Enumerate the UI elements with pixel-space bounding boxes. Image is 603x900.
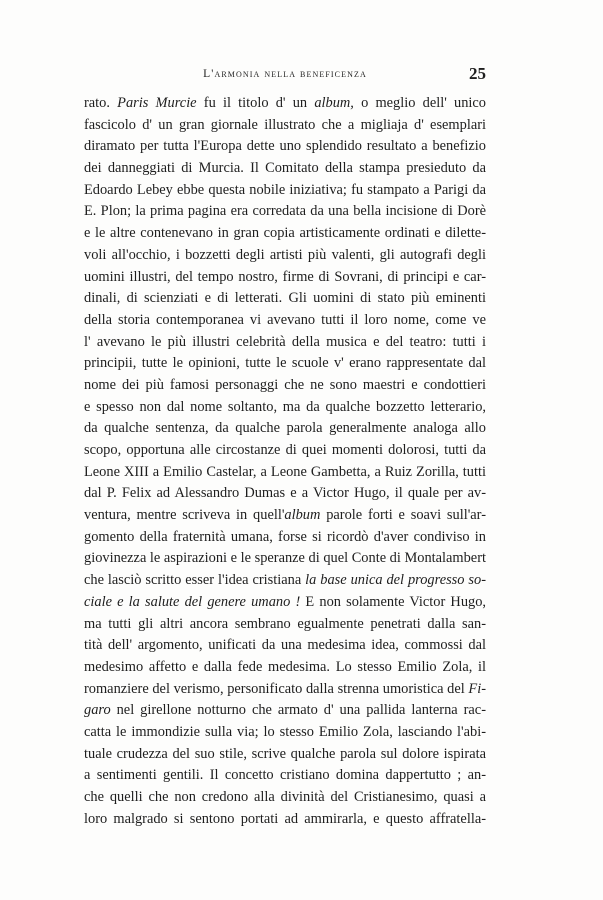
italic-text: ciale e la salute del genere umano !	[84, 593, 301, 610]
text-segment: Leone XIII a Emilio Castelar, a Leone Gambetta, a Ruiz Zorilla, tutti	[84, 463, 486, 480]
text-line	[84, 375, 486, 397]
text-line	[84, 700, 486, 722]
text-line	[84, 592, 486, 614]
text-segment: catta le immondizie sulla via; lo stesso Emilio Zola, lasciando l'abi-	[84, 723, 486, 740]
text-segment: dei danneggiati di Murcia. Il Comitato della stampa presieduto da	[84, 160, 486, 177]
italic-text: la base unica del progresso so-	[305, 572, 486, 589]
text-segment: Edoardo Lebey ebbe questa nobile iniziativa; fu stampato a Parigi da	[84, 181, 486, 198]
text-segment: tuale crudezza del suo stile, scrive qualche parola sul dolore ispirata	[84, 745, 486, 762]
text-line	[84, 158, 486, 180]
text-line	[84, 744, 486, 766]
text-line	[84, 288, 486, 310]
text-segment: fascicolo d' un gran giornale illustrato che a migliaja d' esemplari	[84, 116, 486, 133]
text-segment: ma tutti gli altri ancora sembrano egualmente penetrati dalla san-	[84, 615, 486, 632]
text-segment: giovinezza le aspirazioni e le speranze di quel Conte di Montalambert	[84, 550, 486, 567]
text-line	[84, 722, 486, 744]
text-line	[84, 548, 486, 570]
text-line	[84, 418, 486, 440]
text-segment: a sentimenti gentili. Il concetto cristiano domina dappertutto ; an-	[84, 767, 486, 784]
text-segment: parole forti e soavi sull'ar-	[320, 507, 486, 524]
italic-text: Fi-	[468, 680, 486, 697]
text-line	[84, 397, 486, 419]
text-line	[84, 332, 486, 354]
text-segment: voli all'occhio, i bozzetti degli artisti più valenti, gli autografi degli	[84, 246, 486, 263]
text-line	[84, 310, 486, 332]
text-line	[84, 679, 486, 701]
text-segment: diramato per tutta l'Europa dette uno splendido resultato a benefizio	[84, 138, 486, 155]
text-line	[84, 223, 486, 245]
text-segment: che quelli che non credono alla divinità del Cristianesimo, quasi a	[84, 789, 486, 805]
text-line	[84, 462, 486, 484]
text-line	[84, 787, 486, 809]
text-line	[84, 657, 486, 679]
text-segment: e le altre contenevano in gran copia artisticamente ordinati e dilette-	[84, 225, 486, 242]
text-segment: e spesso non dal nome soltanto, ma da qualche bozzetto letterario,	[84, 398, 486, 415]
text-segment: romanziere del verismo, personificato dalla strenna umoristica del	[84, 680, 469, 697]
text-line	[84, 505, 486, 527]
text-segment: l' avevano le più illustri celebrità della musica e del teatro: tutti i	[84, 333, 486, 350]
body-text	[84, 93, 486, 830]
text-segment: tità dell' argomento, unificati da una medesima idea, commossi dal	[84, 637, 486, 654]
text-segment: ventura, mentre scriveva in quell'	[84, 507, 285, 524]
text-line	[84, 136, 486, 158]
text-segment: nome dei più famosi personaggi che ne sono maestri e condottieri	[84, 376, 486, 393]
text-line	[84, 115, 486, 137]
text-line	[84, 570, 486, 592]
text-segment: E. Plon; la prima pagina era corredata da una bella incisione di Dorè	[84, 203, 486, 220]
page-number: 25	[469, 64, 486, 83]
text-line	[84, 353, 486, 375]
text-line	[84, 635, 486, 657]
text-line	[84, 614, 486, 636]
text-line	[84, 440, 486, 462]
italic-text: Paris Murcie	[117, 95, 197, 111]
text-segment: loro malgrado si sentono portati ad ammirarla, e questo affratella-	[84, 810, 486, 827]
text-segment: della storia contemporanea vi avevano tutti il loro nome, come ve	[84, 311, 486, 328]
text-line	[84, 245, 486, 267]
text-line	[84, 93, 486, 115]
text-segment: rato.	[84, 95, 118, 111]
italic-text: album	[284, 507, 321, 524]
text-line	[84, 180, 486, 202]
text-segment: gomento della fraternità umana, forse si ricordò d'aver condiviso in	[84, 528, 486, 545]
running-head	[84, 64, 486, 86]
text-segment: E non solamente Victor Hugo,	[300, 593, 486, 610]
text-line	[84, 201, 486, 223]
text-line	[84, 483, 486, 505]
running-title: L'armonia nella beneficenza	[203, 68, 367, 80]
text-line	[84, 527, 486, 549]
text-segment: medesimo affetto e dalla fede medesima. Lo stesso Emilio Zola, il	[84, 658, 486, 675]
text-segment: dinali, di scienziati e di letterati. Gli uomini di stato più eminenti	[84, 290, 486, 307]
text-segment: fu il titolo d' un	[196, 95, 315, 111]
text-segment: uomini illustri, del tempo nostro, firme di Sovrani, di principi e car-	[84, 268, 486, 285]
text-line	[84, 809, 486, 831]
text-line	[84, 765, 486, 787]
text-segment: che lasciò scritto esser l'idea cristiana	[84, 572, 306, 589]
text-segment: nel girellone notturno che armato d' una pallida lanterna rac-	[110, 702, 486, 719]
text-segment: principii, tutte le opinioni, tutte le scuole v' erano rappresentate dal	[84, 355, 486, 372]
text-segment: da qualche sentenza, da qualche parola generalmente analoga allo	[84, 420, 486, 437]
italic-text: album,	[314, 95, 354, 111]
text-segment: o meglio dell' unico	[353, 95, 486, 111]
text-line	[84, 267, 486, 289]
text-segment: scopo, opportuna alle circostanze di quei momenti dolorosi, tutti da	[84, 442, 486, 458]
text-segment: dal P. Felix ad Alessandro Dumas e a Victor Hugo, il quale per av-	[84, 485, 486, 502]
italic-text: garo	[84, 702, 111, 719]
